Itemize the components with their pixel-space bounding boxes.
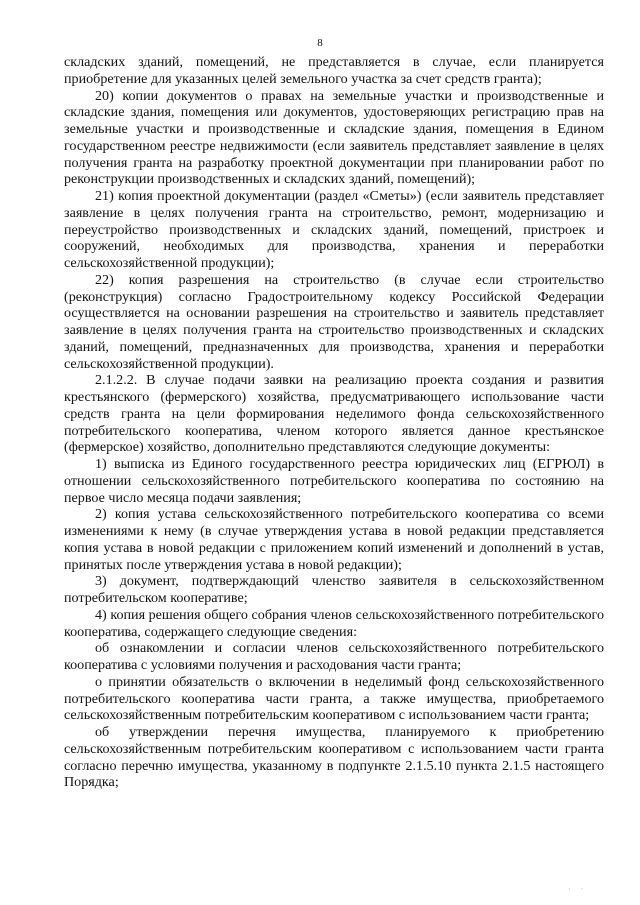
paragraph-clause-obligations: о принятии обязательств о включении в неделимый фонд сельскохозяйственного потребительского кооператива части гранта, а также имущества, приобретаемого сельскохозяйственным потребительским кооперативом с использованием части гранта; [64,673,604,724]
document-body [64,54,604,791]
paragraph-clause-approval: об утверждении перечня имущества, планируемого к приобретению сельскохозяйственным потребительским кооперативом с использованием части гранта согласно перечню имущества, указанному в подпункте 2.1.5.10 пункта 2.1.5 настоящего Порядка; [64,724,604,791]
paragraph-item-21: 21) копия проектной документации (раздел «Сметы») (если заявитель представляет заявление в целях получения гранта на строительство, ремонт, модернизацию и переустройство производственных и складских зданий, помещений, пристроек и сооружений, необходимых для производства, хранения и переработки сельскохозяйственной продукции); [64,188,604,271]
paragraph-section-2-1-2-2: 2.1.2.2. В случае подачи заявки на реализацию проекта создания и развития крестьянского (фермерского) хозяйства, предусматривающего использование части средств гранта на цели формирования неделимого фонда сельскохозяйственного потребительского кооператива, членом которого является данное крестьянское (фермерское) хозяйство, дополнительно представляются следующие документы: [64,372,604,456]
paragraph-clause-acquaintance: об ознакомлении и согласии членов сельскохозяйственного потребительского кооператива с условиями получения и расходования части гранта; [64,640,604,673]
paragraph-subitem-4: 4) копия решения общего собрания членов сельскохозяйственного потребительского кооператива, содержащего следующие сведения: [64,606,604,640]
paragraph-subitem-1: 1) выписка из Единого государственного реестра юридических лиц (ЕГРЮЛ) в отношении сельскохозяйственного потребительского кооператива по состоянию на первое число месяца подачи заявления; [64,456,604,506]
paragraph-subitem-2: 2) копия устава сельскохозяйственного потребительского кооператива со всеми изменениями к нему (в случае утверждения устава в новой редакции представляется копия устава в новой редакции с приложением копий изменений и дополнений в устав, принятых после утверждения устава в новой редакции); [64,506,604,573]
page-number: 8 [317,37,323,49]
paragraph-continuation: складских зданий, помещений, не представляется в случае, если планируется приобретение для указанных целей земельного участка за счет средств гранта); [64,54,604,87]
paragraph-subitem-3: 3) документ, подтверждающий членство заявителя в сельскохозяйственном потребительском кооперативе; [64,573,604,606]
paragraph-item-22: 22) копия разрешения на строительство (в случае если строительство (реконструкция) согласно Градостроительному кодексу Российской Федерации осуществляется на основании разрешения на строительство и заявитель представляет заявление в целях получения гранта на строительство производственных и складских зданий, помещений, предназначенных для производства, хранения и переработки сельскохозяйственной продукции). [64,271,604,372]
scan-artifact: · · [568,885,588,894]
paragraph-item-20: 20) копии документов о правах на земельные участки и производственные и складские здания, помещения или документов, удостоверяющих регистрацию прав на земельные участки и производственные и складские здания, помещения в Едином государственном реестре недвижимости (если заявитель представляет заявление в целях получения гранта на разработку проектной документации при планировании работ по реконструкции производственных и складских зданий, помещений); [64,87,604,188]
